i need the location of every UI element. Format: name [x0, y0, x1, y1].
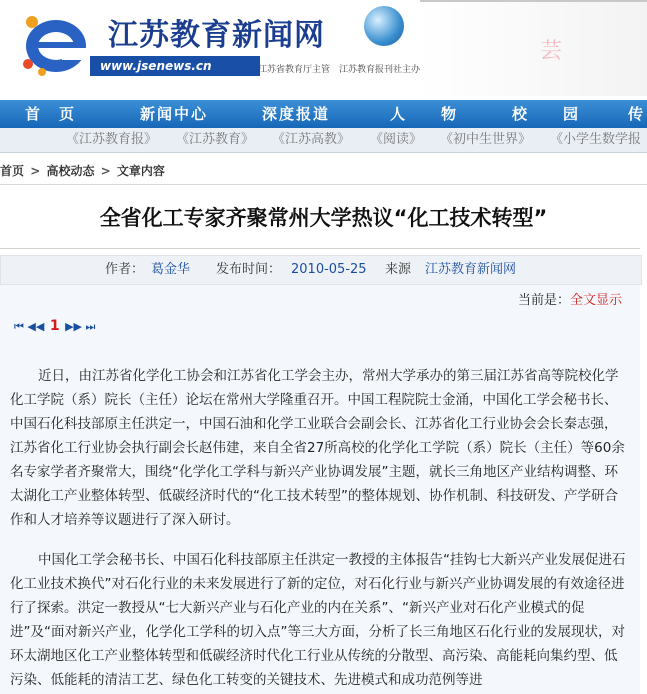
main-nav: [0, 100, 647, 128]
prev-page-icon[interactable]: ◀◀: [27, 320, 45, 333]
breadcrumb-home[interactable]: 首页: [0, 164, 25, 178]
site-title[interactable]: 江苏教育新闻网: [108, 18, 325, 53]
sub-nav-item[interactable]: 《江苏高教》: [272, 132, 351, 147]
title-divider: [0, 248, 640, 249]
site-url[interactable]: www.jsenews.cn: [90, 56, 260, 76]
nav-item-people[interactable]: 人 物: [390, 105, 459, 123]
sub-nav-item[interactable]: 《小学生数学报: [550, 132, 642, 147]
breadcrumb-separator: >: [100, 164, 111, 178]
nav-item-home[interactable]: 首 页: [25, 105, 77, 123]
site-header: [0, 0, 647, 100]
seal-watermark: 芸: [540, 39, 563, 64]
date-label: 发布时间：: [216, 262, 282, 277]
globe-icon: [364, 6, 404, 46]
sub-nav: [0, 128, 647, 153]
page-number[interactable]: 1: [49, 318, 60, 334]
sub-nav-item[interactable]: 《初中生世界》: [440, 132, 532, 147]
first-page-icon[interactable]: ⏮: [14, 320, 24, 333]
article-meta: [0, 255, 642, 285]
last-page-icon[interactable]: ⏭: [85, 320, 96, 333]
sub-nav-item[interactable]: 《江苏教育》: [176, 132, 255, 147]
article-paragraph: 近日，由江苏省化学化工协会和江苏省化工学会主办，常州大学承办的第三届江苏省高等院校化学化工学院（系）院长（主任）论坛在常州大学隆重召开。中国工程院院士金涌，中国化工学会秘书长、中国石化科技部原主任洪定一，中国石油和化学工业联合会副会长、江苏省化工行业协会会长秦志强，江苏省化工行业协会执行副会长赵伟建，来自全省27所高校的化学化工学院（系）院长（主任）等60余名专家学者齐聚常大，围绕“化学化工学科与新兴产业协调发展”主题，就长三角地区产业结构调整、环太湖化工产业整体转型、低碳经济时代的“化工技术转型”的整体规划、协作机制、科技研发、产学研合作和人才培养等议题进行了深入研讨。: [10, 368, 625, 528]
article-title: 全省化工专家齐聚常州大学热议“化工技术转型”: [99, 206, 548, 230]
breadcrumb: [0, 160, 647, 182]
nav-item-news[interactable]: 新闻中心: [140, 105, 209, 123]
publish-date: 2010-05-25: [291, 262, 367, 277]
author-name[interactable]: 葛金华: [151, 262, 191, 277]
article-paragraph: 中国化工学会秘书长、中国石化科技部原主任洪定一教授的主体报告“挂钩七大新兴产业发展促进石化工业技术换代”对石化行业的未来发展进行了新的定位，对石化行业与新兴产业协调发展的有效途径进行了探索。洪定一教授从“七大新兴产业与石化产业的内在关系”、“新兴产业对石化产业模式的促进”及“面对新兴产业，化学化工学科的切入点”等三大方面，分析了长三角地区石化行业的发展现状，对环太湖地区化工产业整体转型和低碳经济时代化工行业从传统的分散型、高污染、高能耗向集约型、低污染、低能耗的清洁工艺、绿色化工转变的关键技术、先进模式和成功范例等进: [10, 552, 626, 688]
full-text-link[interactable]: 全文显示: [570, 293, 623, 308]
sub-nav-item[interactable]: 《阅读》: [370, 132, 423, 147]
nav-item-more[interactable]: 传: [628, 105, 646, 123]
source-label: 来源: [385, 262, 412, 277]
e-logo-icon[interactable]: [20, 8, 90, 78]
pager: [14, 318, 95, 334]
display-mode-label: 当前是：: [518, 293, 571, 308]
next-page-icon[interactable]: ▶▶: [65, 320, 82, 333]
sub-nav-item[interactable]: 《江苏教育报》: [66, 132, 158, 147]
nav-item-campus[interactable]: 校 园: [512, 105, 581, 123]
source-name[interactable]: 江苏教育新闻网: [425, 262, 517, 277]
breadcrumb-current: 文章内容: [116, 164, 165, 178]
breadcrumb-section[interactable]: 高校动态: [46, 164, 95, 178]
author-label: 作者：: [105, 262, 145, 277]
breadcrumb-separator: >: [30, 164, 41, 178]
display-mode: [518, 289, 622, 308]
host-text: 江苏省教育厅主管 江苏教育报刊社主办: [258, 65, 421, 75]
nav-item-indepth[interactable]: 深度报道: [262, 105, 331, 123]
header-decoration-line: [420, 0, 647, 2]
header-decoration: [420, 0, 647, 96]
divider: [0, 184, 647, 185]
